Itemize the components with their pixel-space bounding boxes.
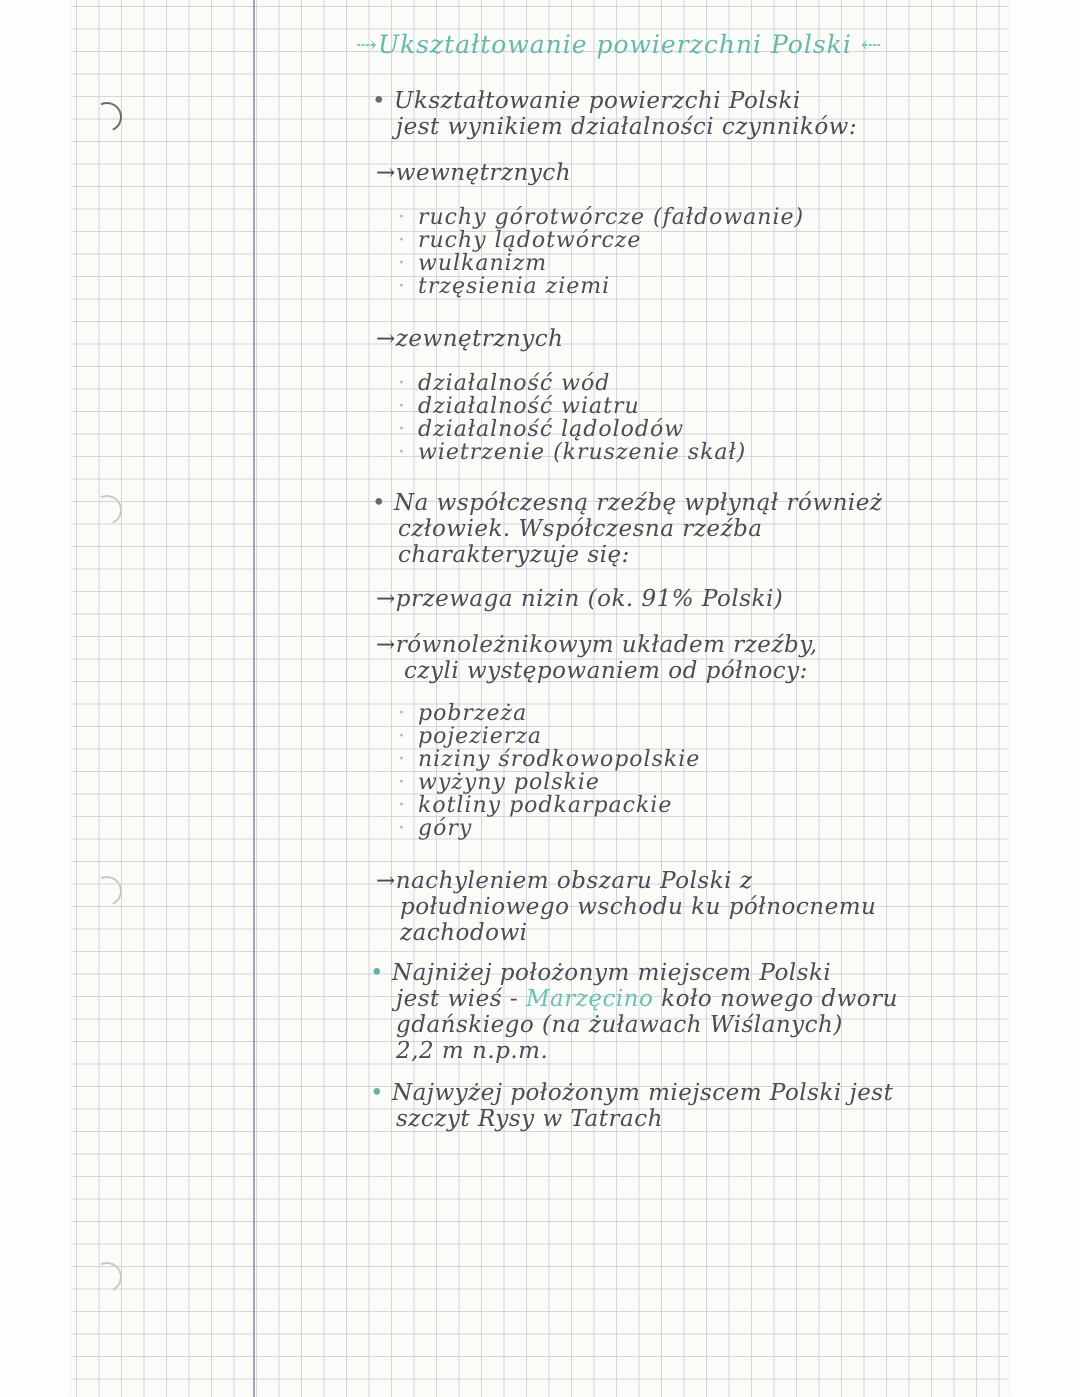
paragraph-line: Najniżej położonym miejscem Polski <box>392 960 832 986</box>
external-list <box>398 372 746 464</box>
list-tick: · <box>398 816 406 841</box>
list-item: działalność wód <box>418 371 611 396</box>
lowlands-text: przewaga nizin (ok. 91% Polski) <box>395 586 784 612</box>
bullet-dot: • <box>372 490 387 516</box>
list-tick: · <box>398 440 406 465</box>
page-title <box>356 30 883 59</box>
paragraph-line: Na współczesną rzeźbę wpłynął również <box>394 490 883 516</box>
lowlands-point <box>376 586 783 612</box>
internal-list <box>398 206 804 298</box>
regions-list <box>398 702 700 840</box>
bullet-dot: • <box>372 88 387 114</box>
list-item: działalność wiatru <box>418 394 640 419</box>
lowest-point-paragraph <box>370 960 898 1064</box>
paragraph-line: szczyt Rysy w Tatrach <box>396 1106 663 1132</box>
internal-heading-text: wewnętrznych <box>395 160 572 186</box>
list-item: wyżyny polskie <box>418 770 600 795</box>
list-tick: · <box>398 274 406 299</box>
paragraph-line: nachyleniem obszaru Polski z <box>395 868 753 894</box>
page-title-text: Ukształtowanie powierzchni Polski <box>377 30 852 59</box>
list-item: działalność lądolodów <box>418 417 685 442</box>
arrow-icon: → <box>376 586 396 612</box>
list-tick: · <box>398 724 406 749</box>
bullet-dot: • <box>370 1080 385 1106</box>
list-item: ruchy górotwórcze (fałdowanie) <box>418 205 805 230</box>
highest-point-paragraph <box>370 1080 893 1132</box>
list-tick: · <box>398 417 406 442</box>
arrow-icon: → <box>376 868 396 894</box>
latitudinal-point <box>376 632 818 684</box>
margin-line <box>253 0 255 1397</box>
paragraph-line: jest wieś - <box>396 986 526 1012</box>
arrow-icon: → <box>376 632 396 658</box>
intro-line: Ukształtowanie powierzchi Polski <box>394 88 801 114</box>
paragraph-line: Najwyżej położonym miejscem Polski jest <box>392 1080 894 1106</box>
title-decoration-left: ⇢ <box>356 30 378 59</box>
list-tick: · <box>398 394 406 419</box>
modern-relief-paragraph <box>372 490 882 568</box>
paragraph-line: koło nowego dworu <box>653 986 898 1012</box>
elevation-value: 2,2 m n.p.m. <box>396 1038 549 1064</box>
list-tick: · <box>398 747 406 772</box>
list-item: trzęsienia ziemi <box>418 274 611 299</box>
paragraph-line: równoleżnikowym układem rzeźby, <box>395 632 818 658</box>
place-name-highlight: Marzęcino <box>525 986 654 1012</box>
arrow-icon: → <box>376 160 396 186</box>
paragraph-line: południowego wschodu ku północnemu <box>400 894 877 920</box>
list-tick: · <box>398 371 406 396</box>
internal-heading <box>376 160 571 186</box>
list-item: wietrzenie (kruszenie skał) <box>418 440 747 465</box>
bullet-dot: • <box>370 960 385 986</box>
list-tick: · <box>398 793 406 818</box>
paragraph-line: zachodowi <box>400 920 528 946</box>
paragraph-line: gdańskiego (na żuławach Wiślanych) <box>396 1012 843 1038</box>
paragraph-line: człowiek. Współczesna rzeźba <box>398 516 763 542</box>
paragraph-line: charakteryzuje się: <box>398 542 630 568</box>
list-tick: · <box>398 205 406 230</box>
list-tick: · <box>398 228 406 253</box>
intro-paragraph <box>372 88 857 140</box>
intro-line: jest wynikiem działalności czynników: <box>396 114 858 140</box>
external-heading <box>376 326 563 352</box>
external-heading-text: zewnętrznych <box>395 326 564 352</box>
list-tick: · <box>398 251 406 276</box>
paragraph-line: czyli występowaniem od północy: <box>404 658 808 684</box>
list-item: góry <box>418 816 473 841</box>
slope-point <box>376 868 876 946</box>
list-item: pobrzeża <box>418 701 528 726</box>
arrow-icon: → <box>376 326 396 352</box>
list-tick: · <box>398 770 406 795</box>
list-tick: · <box>398 701 406 726</box>
list-item: kotliny podkarpackie <box>418 793 673 818</box>
title-decoration-right: ⇠ <box>860 30 883 59</box>
list-item: niziny środkowopolskie <box>418 747 701 772</box>
list-item: wulkanizm <box>418 251 548 276</box>
list-item: pojezierza <box>418 724 543 749</box>
list-item: ruchy lądotwórcze <box>418 228 642 253</box>
